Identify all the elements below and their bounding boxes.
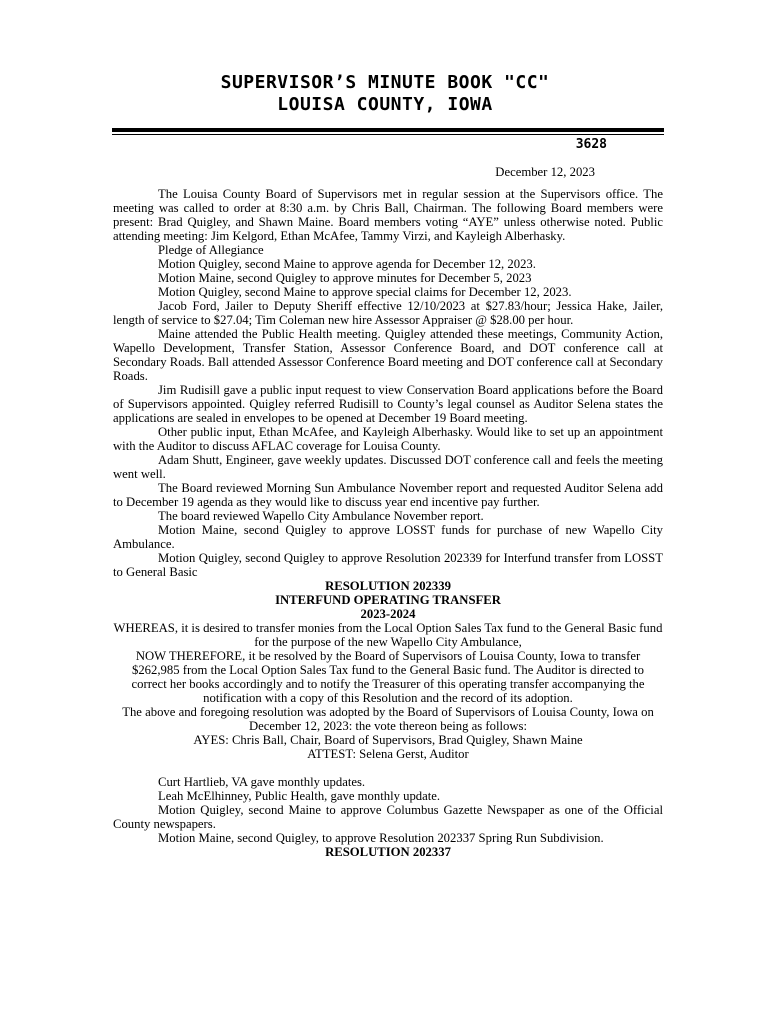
- paragraph-public-input-other: Other public input, Ethan McAfee, and Kayleigh Alberhasky. Would like to set up an appointment with the Auditor to discuss AFLAC coverage for Louisa County.: [113, 425, 663, 453]
- paragraph-public-health: Leah McElhinney, Public Health, gave monthly update.: [158, 789, 441, 803]
- paragraph-va: Curt Hartlieb, VA gave monthly updates.: [158, 775, 366, 789]
- meeting-date: December 12, 2023: [495, 165, 595, 179]
- header-rule-thick: [112, 128, 664, 132]
- resolution-years: 2023-2024: [360, 607, 416, 621]
- paragraph-newspaper: Motion Quigley, second Maine to approve Columbus Gazette Newspaper as one of the Official County newspapers.: [113, 803, 663, 831]
- resolution-therefore: NOW THEREFORE, it be resolved by the Board of Supervisors of Louisa County, Iowa to transfer $262,985 from the Local Option Sales Tax fund to the General Basic fund. The Auditor is directed to correct her books accordingly and to notify the Treasurer of this operating transfer accompanying the notification with a copy of this Resolution and the record of its adoption.: [131, 649, 645, 705]
- paragraph-motion-minutes: Motion Maine, second Quigley to approve minutes for December 5, 2023: [158, 271, 532, 285]
- paragraph-subdivision: Motion Maine, second Quigley, to approve Resolution 202337 Spring Run Subdivision.: [158, 831, 604, 845]
- paragraph-pledge: Pledge of Allegiance: [158, 243, 264, 257]
- paragraph-morning-sun: The Board reviewed Morning Sun Ambulance November report and requested Auditor Selena add to December 19 agenda as they would like to discuss year end incentive pay further.: [113, 481, 663, 509]
- resolution-adopted: The above and foregoing resolution was adopted by the Board of Supervisors of Louisa County, Iowa on December 12, 2023: the vote thereon being as follows:: [122, 705, 654, 733]
- page-number: 3628: [575, 137, 607, 152]
- book-title: SUPERVISOR’S MINUTE BOOK "CC": [220, 72, 550, 93]
- paragraph-resolution-motion: Motion Quigley, second Quigley to approve Resolution 202339 for Interfund transfer from LOSST to General Basic: [113, 551, 663, 579]
- paragraph-personnel: Jacob Ford, Jailer to Deputy Sheriff effective 12/10/2023 at $27.83/hour; Jessica Hake, Jailer, length of service to $27.04; Tim Coleman new hire Assessor Appraiser @ $28.00 per hour.: [113, 299, 663, 327]
- header-rule-thin: [112, 134, 664, 135]
- resolution-ayes: AYES: Chris Ball, Chair, Board of Supervisors, Brad Quigley, Shawn Maine: [193, 733, 583, 747]
- minutes-body: [113, 165, 663, 859]
- paragraph-motion-claims: Motion Quigley, second Maine to approve special claims for December 12, 2023.: [158, 285, 572, 299]
- paragraph-opening: The Louisa County Board of Supervisors met in regular session at the Supervisors office. The meeting was called to order at 8:30 a.m. by Chris Ball, Chairman. The following Board members were present: Brad Quigley, and Shawn Maine. Board members voting “AYE” unless otherwise noted. Public attending meeting: Jim Kelgord, Ethan McAfee, Tammy Virzi, and Kayleigh Alberhasky.: [113, 187, 663, 243]
- paragraph-public-input-rudisill: Jim Rudisill gave a public input request to view Conservation Board applications before the Board of Supervisors appointed. Quigley referred Rudisill to County’s legal counsel as Auditor Selena states the applications are sealed in envelopes to be opened at December 19 Board meeting.: [113, 383, 663, 425]
- resolution2-title: RESOLUTION 202337: [325, 845, 451, 859]
- paragraph-losst-motion: Motion Maine, second Quigley to approve LOSST funds for purchase of new Wapello City Ambulance.: [113, 523, 663, 551]
- paragraph-engineer: Adam Shutt, Engineer, gave weekly updates. Discussed DOT conference call and feels the meeting went well.: [113, 453, 663, 481]
- resolution-whereas: WHEREAS, it is desired to transfer monies from the Local Option Sales Tax fund to the General Basic fund for the purpose of the new Wapello City Ambulance,: [113, 621, 663, 649]
- paragraph-meetings: Maine attended the Public Health meeting. Quigley attended these meetings, Community Action, Wapello Development, Transfer Station, Assessor Conference Board, and DOT conference call at Secondary Roads. Ball attended Assessor Conference Board meeting and DOT conference call at Secondary Roads.: [113, 327, 663, 383]
- paragraph-motion-agenda: Motion Quigley, second Maine to approve agenda for December 12, 2023.: [158, 257, 536, 271]
- resolution-subtitle: INTERFUND OPERATING TRANSFER: [275, 593, 501, 607]
- county-title: LOUISA COUNTY, IOWA: [277, 94, 493, 115]
- resolution-title: RESOLUTION 202339: [325, 579, 451, 593]
- paragraph-wapello-report: The board reviewed Wapello City Ambulance November report.: [158, 509, 484, 523]
- resolution-attest: ATTEST: Selena Gerst, Auditor: [307, 747, 469, 761]
- spacer: [113, 761, 663, 775]
